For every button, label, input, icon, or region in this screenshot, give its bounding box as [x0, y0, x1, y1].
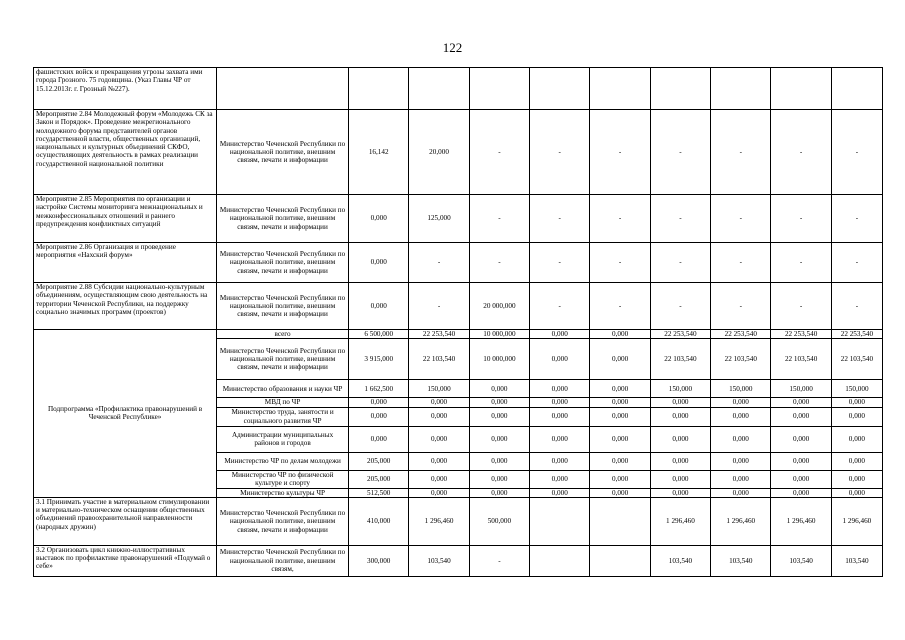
- value-cell: [469, 68, 529, 110]
- value-cell: 0,000: [590, 380, 650, 398]
- value-cell: -: [771, 195, 831, 243]
- value-cell: 22 103,540: [711, 339, 771, 380]
- executor-cell: МВД по ЧР: [217, 398, 349, 407]
- activity-name: Мероприятие 2.88 Субсидии национально-культурным объединениям, осуществляющим свою деятельность на территории Чеченской Республики, на поддержку социально значимых программ (проектов): [34, 283, 217, 330]
- executor-cell: Министерство Чеченской Республики по национальной политике, внешним связям, печати и информации: [217, 243, 349, 283]
- value-cell: 0,000: [831, 470, 882, 488]
- value-cell: [590, 68, 650, 110]
- value-cell: 0,000: [530, 339, 590, 380]
- value-cell: -: [590, 283, 650, 330]
- value-cell: 0,000: [349, 398, 409, 407]
- value-cell: 0,000: [409, 398, 469, 407]
- value-cell: -: [831, 243, 882, 283]
- value-cell: 500,000: [469, 497, 529, 545]
- value-cell: 6 500,000: [349, 330, 409, 339]
- value-cell: -: [469, 243, 529, 283]
- value-cell: 22 103,540: [771, 339, 831, 380]
- value-cell: -: [771, 243, 831, 283]
- activity-name: фашистских войск и прекращения угрозы захвата ими города Грозного. 75 годовщина. (Указ Главы ЧР от 15.12.2013г. г. Грозный №227).: [34, 68, 217, 110]
- value-cell: 0,000: [650, 398, 710, 407]
- value-cell: -: [469, 110, 529, 195]
- activity-name: 3.1 Принимать участие в материальном стимулировании и материально-техническом оснащении общественных объединений правоохранительной направленности (народных дружин): [34, 497, 217, 545]
- value-cell: 0,000: [711, 398, 771, 407]
- value-cell: 0,000: [349, 195, 409, 243]
- value-cell: 0,000: [469, 407, 529, 426]
- value-cell: 0,000: [831, 407, 882, 426]
- value-cell: 0,000: [590, 398, 650, 407]
- value-cell: [530, 497, 590, 545]
- value-cell: [349, 68, 409, 110]
- value-cell: -: [711, 283, 771, 330]
- value-cell: 0,000: [771, 398, 831, 407]
- executor-cell: Министерство Чеченской Республики по национальной политике, внешним связям, печати и информации: [217, 110, 349, 195]
- value-cell: [590, 497, 650, 545]
- value-cell: [771, 68, 831, 110]
- executor-cell: Министерство ЧР по физической культуре и спорту: [217, 470, 349, 488]
- value-cell: [711, 68, 771, 110]
- value-cell: 0,000: [771, 407, 831, 426]
- subprogram-name: Подпрограмма «Профилактика правонарушений в Чеченской Республике»: [34, 330, 217, 498]
- value-cell: -: [469, 195, 529, 243]
- table-row: [34, 195, 883, 243]
- value-cell: 103,540: [771, 545, 831, 576]
- table-row: [34, 243, 883, 283]
- value-cell: 0,000: [590, 339, 650, 380]
- value-cell: 0,000: [650, 470, 710, 488]
- value-cell: 150,000: [771, 380, 831, 398]
- executor-cell: Министерство культуры ЧР: [217, 488, 349, 497]
- value-cell: 0,000: [771, 452, 831, 470]
- value-cell: 0,000: [409, 452, 469, 470]
- value-cell: 150,000: [650, 380, 710, 398]
- value-cell: 0,000: [349, 407, 409, 426]
- value-cell: -: [590, 110, 650, 195]
- value-cell: 20,000: [409, 110, 469, 195]
- value-cell: 0,000: [530, 426, 590, 452]
- executor-cell: Министерство труда, занятости и социального развития ЧР: [217, 407, 349, 426]
- value-cell: -: [650, 283, 710, 330]
- value-cell: [409, 68, 469, 110]
- value-cell: 0,000: [771, 470, 831, 488]
- executor-cell: Министерство Чеченской Республики по национальной политике, внешним связям, печати и информации: [217, 283, 349, 330]
- value-cell: 1 296,460: [650, 497, 710, 545]
- value-cell: 0,000: [469, 380, 529, 398]
- value-cell: 410,000: [349, 497, 409, 545]
- budget-table: [33, 67, 883, 577]
- page-number: 122: [442, 40, 463, 55]
- value-cell: 0,000: [711, 407, 771, 426]
- value-cell: 150,000: [409, 380, 469, 398]
- value-cell: 22 253,540: [650, 330, 710, 339]
- table-row: [34, 497, 883, 545]
- activity-name: 3.2 Организовать цикл книжно-иллюстративных выставок по профилактике правонарушений «Подумай о себе»: [34, 545, 217, 576]
- value-cell: 22 253,540: [771, 330, 831, 339]
- value-cell: 0,000: [590, 488, 650, 497]
- value-cell: 1 296,460: [409, 497, 469, 545]
- value-cell: 0,000: [590, 470, 650, 488]
- value-cell: 103,540: [409, 545, 469, 576]
- value-cell: -: [530, 110, 590, 195]
- value-cell: -: [771, 110, 831, 195]
- value-cell: 0,000: [530, 380, 590, 398]
- value-cell: 0,000: [650, 426, 710, 452]
- value-cell: -: [831, 283, 882, 330]
- value-cell: 0,000: [771, 426, 831, 452]
- value-cell: 0,000: [590, 407, 650, 426]
- subprogram-row: [34, 330, 883, 339]
- value-cell: 0,000: [831, 452, 882, 470]
- value-cell: 205,000: [349, 470, 409, 488]
- value-cell: -: [590, 195, 650, 243]
- value-cell: 0,000: [711, 488, 771, 497]
- activity-name: Мероприятие 2.85 Мероприятия по организации и настройке Системы мониторинга межнациональных и межконфессиональных отношений и раннего предупреждения конфликтных ситуаций: [34, 195, 217, 243]
- value-cell: 0,000: [469, 452, 529, 470]
- value-cell: [831, 68, 882, 110]
- value-cell: [650, 68, 710, 110]
- value-cell: -: [831, 195, 882, 243]
- value-cell: 0,000: [349, 283, 409, 330]
- value-cell: 0,000: [409, 470, 469, 488]
- value-cell: 16,142: [349, 110, 409, 195]
- value-cell: 0,000: [530, 452, 590, 470]
- value-cell: -: [650, 195, 710, 243]
- value-cell: 205,000: [349, 452, 409, 470]
- value-cell: 0,000: [530, 488, 590, 497]
- value-cell: 0,000: [349, 426, 409, 452]
- table-row: [34, 68, 883, 110]
- value-cell: 300,000: [349, 545, 409, 576]
- value-cell: 0,000: [409, 407, 469, 426]
- executor-cell: Администрации муниципальных районов и городов: [217, 426, 349, 452]
- value-cell: -: [771, 283, 831, 330]
- value-cell: 0,000: [530, 330, 590, 339]
- value-cell: 22 103,540: [831, 339, 882, 380]
- value-cell: 512,500: [349, 488, 409, 497]
- value-cell: 0,000: [711, 426, 771, 452]
- value-cell: 0,000: [530, 470, 590, 488]
- value-cell: 0,000: [590, 330, 650, 339]
- value-cell: -: [831, 110, 882, 195]
- value-cell: 150,000: [831, 380, 882, 398]
- value-cell: 0,000: [349, 243, 409, 283]
- value-cell: -: [650, 110, 710, 195]
- value-cell: 0,000: [469, 398, 529, 407]
- value-cell: -: [650, 243, 710, 283]
- value-cell: 22 253,540: [409, 330, 469, 339]
- value-cell: -: [530, 283, 590, 330]
- value-cell: 0,000: [409, 426, 469, 452]
- value-cell: 0,000: [831, 488, 882, 497]
- value-cell: 22 253,540: [711, 330, 771, 339]
- table-row: [34, 283, 883, 330]
- value-cell: -: [711, 195, 771, 243]
- value-cell: 0,000: [590, 426, 650, 452]
- executor-cell: всего: [217, 330, 349, 339]
- value-cell: 0,000: [530, 407, 590, 426]
- value-cell: 103,540: [711, 545, 771, 576]
- value-cell: -: [530, 243, 590, 283]
- value-cell: 0,000: [831, 426, 882, 452]
- value-cell: 0,000: [711, 470, 771, 488]
- value-cell: 0,000: [590, 452, 650, 470]
- value-cell: [590, 545, 650, 576]
- value-cell: [530, 68, 590, 110]
- value-cell: -: [711, 110, 771, 195]
- executor-cell: Министерство Чеченской Республики по национальной политике, внешним связям, печати и информации: [217, 339, 349, 380]
- value-cell: 0,000: [771, 488, 831, 497]
- executor-cell: Министерство Чеченской Республики по национальной политике, внешним связям, печати и информации: [217, 195, 349, 243]
- value-cell: 0,000: [530, 398, 590, 407]
- executor-cell: Министерство Чеченской Республики по национальной политике, внешним связям,: [217, 545, 349, 576]
- value-cell: 10 000,000: [469, 339, 529, 380]
- value-cell: 22 103,540: [409, 339, 469, 380]
- value-cell: 0,000: [409, 488, 469, 497]
- value-cell: -: [711, 243, 771, 283]
- table-row: [34, 545, 883, 576]
- value-cell: 103,540: [831, 545, 882, 576]
- value-cell: 3 915,000: [349, 339, 409, 380]
- value-cell: 150,000: [711, 380, 771, 398]
- value-cell: 1 296,460: [711, 497, 771, 545]
- value-cell: 22 103,540: [650, 339, 710, 380]
- value-cell: -: [469, 545, 529, 576]
- value-cell: -: [530, 195, 590, 243]
- table-row: [34, 110, 883, 195]
- value-cell: 1 662,500: [349, 380, 409, 398]
- value-cell: 0,000: [650, 407, 710, 426]
- value-cell: 10 000,000: [469, 330, 529, 339]
- value-cell: [530, 545, 590, 576]
- value-cell: 1 296,460: [771, 497, 831, 545]
- executor-cell: Министерство ЧР по делам молодежи: [217, 452, 349, 470]
- value-cell: -: [409, 243, 469, 283]
- value-cell: 0,000: [650, 488, 710, 497]
- executor-cell: Министерство Чеченской Республики по национальной политике, внешним связям, печати и информации: [217, 497, 349, 545]
- value-cell: 22 253,540: [831, 330, 882, 339]
- value-cell: 0,000: [469, 488, 529, 497]
- value-cell: 125,000: [409, 195, 469, 243]
- executor-cell: [217, 68, 349, 110]
- value-cell: -: [590, 243, 650, 283]
- executor-cell: Министерство образования и науки ЧР: [217, 380, 349, 398]
- value-cell: 103,540: [650, 545, 710, 576]
- value-cell: 0,000: [831, 398, 882, 407]
- activity-name: Мероприятие 2.84 Молодежный форум «Молодежь СК за Закон и Порядок». Проведение межрегионального молодежного форума представителей органов государственной власти, общественных организаций, национальных и культурных объединений СКФО, осуществляющих деятельность в рамках реализации государственной национальной политики: [34, 110, 217, 195]
- value-cell: 0,000: [711, 452, 771, 470]
- value-cell: -: [409, 283, 469, 330]
- activity-name: Мероприятие 2.86 Организация и проведение мероприятия «Нахский форум»: [34, 243, 217, 283]
- value-cell: 1 296,460: [831, 497, 882, 545]
- value-cell: 0,000: [650, 452, 710, 470]
- value-cell: 0,000: [469, 470, 529, 488]
- value-cell: 0,000: [469, 426, 529, 452]
- value-cell: 20 000,000: [469, 283, 529, 330]
